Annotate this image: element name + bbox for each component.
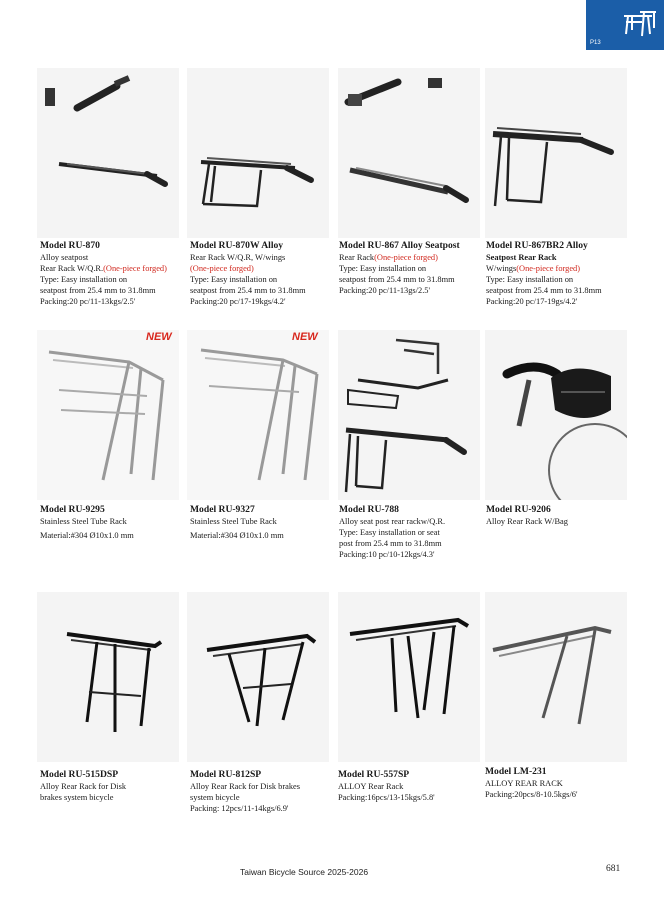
product-photo-ru-870w: [187, 68, 329, 238]
spec-text: Rear Rack W/Q.R.: [40, 264, 104, 273]
product-text-ru-515dsp: [40, 769, 190, 803]
product-text-ru-812sp: [190, 769, 340, 814]
product-text-ru-867br2: [486, 240, 636, 307]
product-photo-ru-867br2: [485, 68, 627, 238]
spec-line: Packing:16pcs/13-15kgs/5.8': [338, 793, 435, 802]
model-title: Model RU-9295: [40, 504, 105, 515]
bike-rack-icon: [622, 8, 658, 38]
spec-line: system bicycle: [190, 793, 240, 802]
spec-line: Packing: 12pcs/11-14kgs/6.9': [190, 804, 289, 813]
model-title: Model RU-9327: [190, 504, 255, 515]
spec-line: Packing:20 pc/11-13kgs/2.5': [40, 297, 136, 306]
new-badge: NEW: [146, 331, 172, 343]
model-title: Model LM-231: [485, 766, 547, 777]
spec-line: Packing:10 pc/10-12kgs/4.3': [339, 550, 435, 559]
spec-line: Type: Easy installation on: [40, 275, 128, 284]
spec-line: Alloy seatpost: [40, 253, 89, 262]
product-text-ru-788: [339, 504, 489, 560]
spec-text: Rear Rack: [339, 253, 375, 262]
spec-text: W/wings: [486, 264, 517, 273]
spec-line: Material:#304 Ø10x1.0 mm: [40, 531, 134, 540]
page-tab: [586, 0, 664, 50]
spec-line: seatpost from 25.4 mm to 31.8mm: [190, 286, 306, 295]
spec-line: seatpost from 25.4 mm to 31.8mm: [486, 286, 602, 295]
spec-line: Alloy seat post rear rackw/Q.R.: [339, 517, 446, 526]
spec-line: [486, 263, 636, 274]
product-photo-lm-231: [485, 592, 627, 762]
product-photo-ru-9295: [37, 330, 179, 500]
spec-line: [40, 263, 190, 274]
product-photo-ru-557sp: [338, 592, 480, 762]
footer-title: Taiwan Bicycle Source 2025-2026: [240, 867, 369, 877]
model-title: Model RU-788: [339, 504, 399, 515]
product-text-ru-9206: [486, 504, 636, 527]
spec-line: Alloy Rear Rack for Disk: [40, 782, 127, 791]
spec-line: Type: Easy installation on: [339, 264, 427, 273]
page-tab-label: P13: [590, 40, 601, 46]
product-text-ru-557sp: [338, 769, 488, 803]
forged-note: (One-piece forged): [103, 264, 167, 273]
forged-note: (One-piece forged): [374, 253, 438, 262]
spec-line: Material:#304 Ø10x1.0 mm: [190, 531, 284, 540]
model-title: Model RU-870W Alloy: [190, 240, 284, 251]
spec-line: Type: Easy installation on: [486, 275, 574, 284]
product-photo-ru-812sp: [187, 592, 329, 762]
spec-line: brakes system bicycle: [40, 793, 114, 802]
spec-line: Seatpost Rear Rack: [486, 253, 557, 262]
spec-line: Packing:20 pc/17-19kgs/4.2': [190, 297, 286, 306]
product-photo-ru-515dsp: [37, 592, 179, 762]
product-photo-ru-9206: [485, 330, 627, 500]
model-title: Model RU-870: [40, 240, 100, 251]
model-title: Model RU-557SP: [338, 769, 410, 780]
model-title: Model RU-515DSP: [40, 769, 119, 780]
spec-line: Stainless Steel Tube Rack: [40, 517, 127, 526]
product-text-ru-870: [40, 240, 190, 307]
spec-line: Rear Rack W/Q.R, W/wings: [190, 253, 286, 262]
spec-line: Packing:20 pc/11-13gs/2.5': [339, 286, 430, 295]
new-badge: NEW: [292, 331, 318, 343]
spec-line: ALLOY REAR RACK: [485, 779, 563, 788]
forged-note: (One-piece forged): [190, 264, 254, 273]
product-photo-ru-867: [338, 68, 480, 238]
forged-note: (One-piece forged): [516, 264, 581, 273]
product-photo-ru-788: [338, 330, 480, 500]
product-photo-ru-9327: [187, 330, 329, 500]
spec-line: Alloy Rear Rack for Disk brakes: [190, 782, 301, 791]
product-photo-ru-870: [37, 68, 179, 238]
spec-line: seatpost from 25.4 mm to 31.8mm: [339, 275, 455, 284]
page-number: 681: [606, 864, 621, 874]
spec-line: [190, 263, 340, 274]
spec-line: post from 25.4 mm to 31.8mm: [339, 539, 442, 548]
product-text-ru-9327: [190, 504, 340, 541]
spec-line: Packing:20pcs/8-10.5kgs/6': [485, 790, 578, 799]
spec-line: ALLOY Rear Rack: [338, 782, 404, 791]
spec-line: Type: Easy installation or seat: [339, 528, 440, 537]
product-text-ru-870w: [190, 240, 340, 307]
spec-line: Type: Easy installation on: [190, 275, 278, 284]
model-title: Model RU-9206: [486, 504, 551, 515]
model-title: Model RU-812SP: [190, 769, 262, 780]
product-text-ru-9295: [40, 504, 190, 541]
spec-line: [339, 252, 489, 263]
model-title: Model RU-867 Alloy Seatpost: [339, 240, 460, 251]
spec-line: seatpost from 25.4 mm to 31.8mm: [40, 286, 156, 295]
product-text-lm-231: [485, 766, 635, 800]
spec-line: Stainless Steel Tube Rack: [190, 517, 277, 526]
product-text-ru-867: [339, 240, 489, 296]
spec-line: Packing:20 pc/17-19gs/4.2': [486, 297, 578, 306]
model-title: Model RU-867BR2 Alloy: [486, 240, 588, 251]
spec-line: Alloy Rear Rack W/Bag: [486, 517, 568, 526]
